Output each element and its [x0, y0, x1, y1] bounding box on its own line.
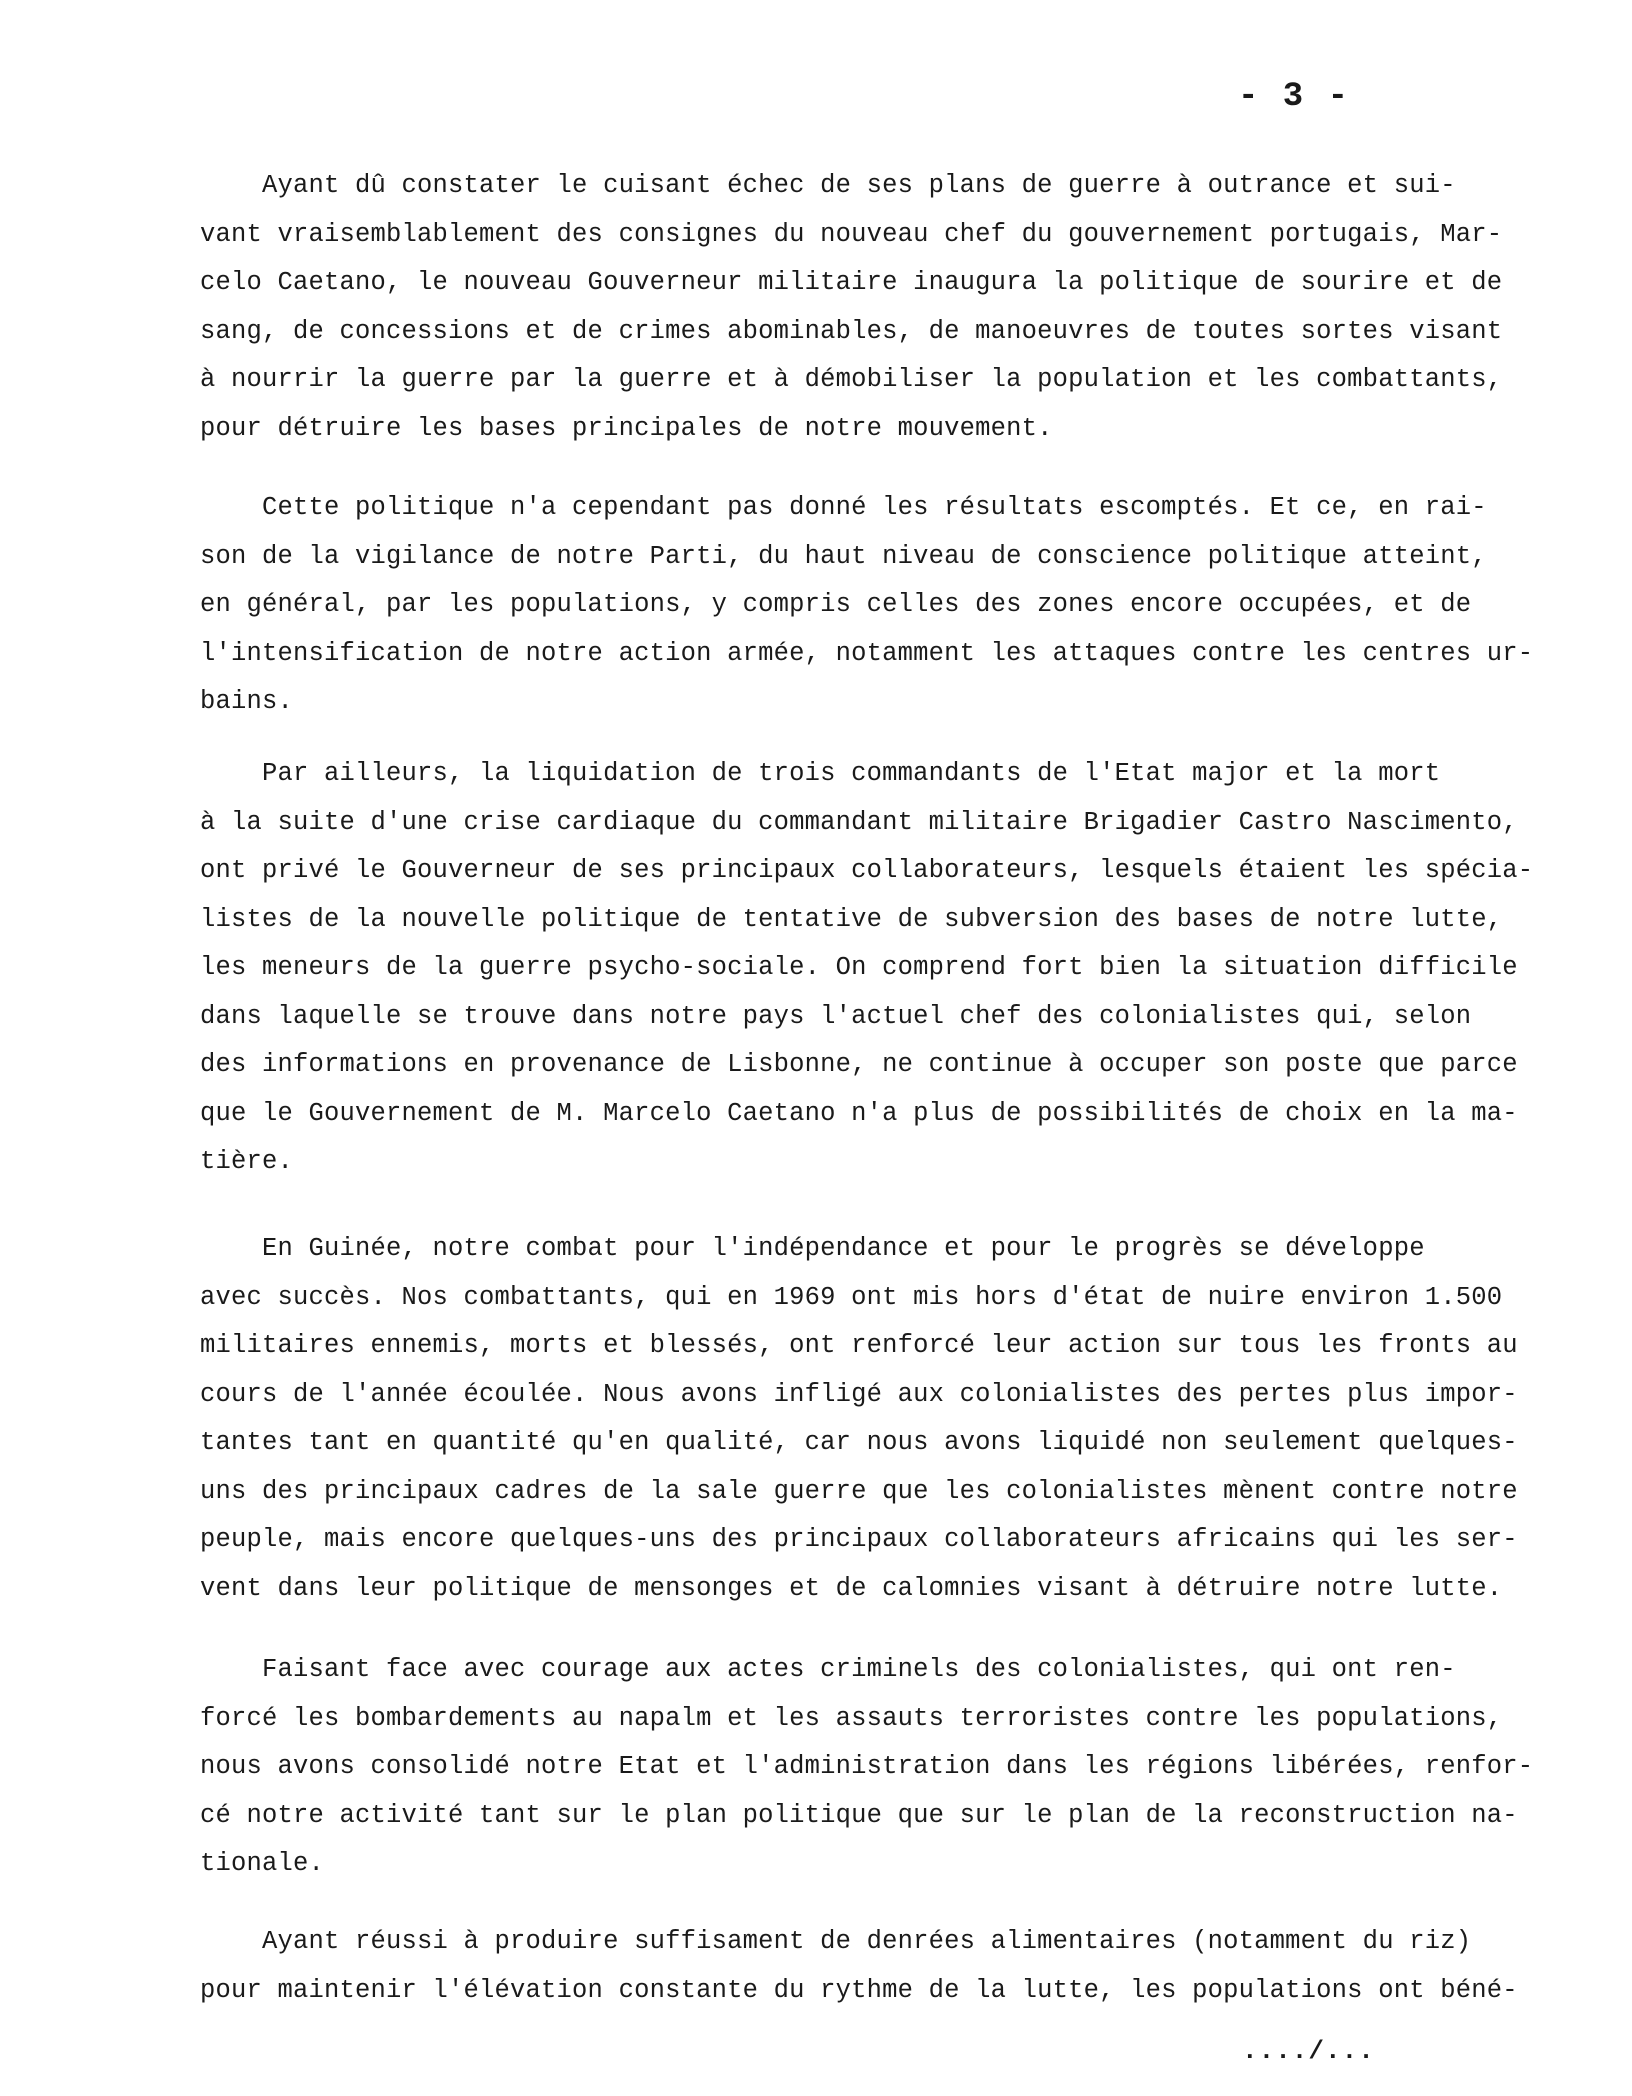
text-line: En Guinée, notre combat pour l'indépendance et pour le progrès se développe	[200, 1234, 1425, 1263]
text-line: dans laquelle se trouve dans notre pays l'actuel chef des colonialistes qui, selon	[200, 1001, 1472, 1031]
text-line: avec succès. Nos combattants, qui en 1969 ont mis hors d'état de nuire environ 1.500	[200, 1282, 1503, 1312]
text-line: militaires ennemis, morts et blessés, ont renforcé leur action sur tous les fronts au	[200, 1331, 1518, 1360]
page-number: - 3 -	[1238, 78, 1351, 116]
text-line: en général, par les populations, y compris celles des zones encore occupées, et de	[200, 590, 1472, 619]
text-line: vant vraisemblablement des consignes du nouveau chef du gouvernement portugais, Mar-	[200, 219, 1503, 249]
text-line: cé notre activité tant sur le plan politique que sur le plan de la reconstruction na-	[200, 1800, 1518, 1830]
text-line: ont privé le Gouverneur de ses principaux collaborateurs, lesquels étaient les spécia-	[200, 856, 1534, 885]
text-line: nous avons consolidé notre Etat et l'administration dans les régions libérées, renfor-	[200, 1752, 1534, 1781]
text-line: forcé les bombardements au napalm et les assauts terroristes contre les populations,	[200, 1703, 1503, 1733]
text-line: pour détruire les bases principales de notre mouvement.	[200, 413, 1053, 443]
text-line: que le Gouvernement de M. Marcelo Caetano n'a plus de possibilités de choix en la ma-	[200, 1098, 1518, 1128]
text-line: l'intensification de notre action armée, notamment les attaques contre les centres ur-	[200, 638, 1534, 668]
text-line: uns des principaux cadres de la sale guerre que les colonialistes mènent contre notre	[200, 1476, 1518, 1506]
paragraph-2	[200, 484, 1540, 727]
text-line: vent dans leur politique de mensonges et de calomnies visant à détruire notre lutte.	[200, 1573, 1503, 1603]
paragraph-4	[200, 1225, 1540, 1613]
paragraph-3	[200, 750, 1540, 1187]
text-line: à nourrir la guerre par la guerre et à démobiliser la population et les combattants,	[200, 365, 1503, 394]
text-line: Ayant dû constater le cuisant échec de ses plans de guerre à outrance et sui-	[200, 171, 1456, 200]
text-line: sang, de concessions et de crimes abominables, de manoeuvres de toutes sortes visant	[200, 316, 1503, 346]
text-line: son de la vigilance de notre Parti, du haut niveau de conscience politique atteint,	[200, 541, 1487, 571]
text-line: tantes tant en quantité qu'en qualité, car nous avons liquidé non seulement quelques-	[200, 1428, 1518, 1457]
text-line: des informations en provenance de Lisbonne, ne continue à occuper son poste que parce	[200, 1050, 1518, 1079]
text-line: Ayant réussi à produire suffisament de denrées alimentaires (notamment du riz)	[200, 1927, 1472, 1956]
text-line: cours de l'année écoulée. Nous avons infligé aux colonialistes des pertes plus impor-	[200, 1379, 1518, 1409]
text-line: pour maintenir l'élévation constante du rythme de la lutte, les populations ont béné-	[200, 1975, 1518, 2005]
text-line: bains.	[200, 687, 294, 716]
text-line: Faisant face avec courage aux actes criminels des colonialistes, qui ont ren-	[200, 1655, 1456, 1684]
text-line: Cette politique n'a cependant pas donné les résultats escomptés. Et ce, en rai-	[200, 493, 1487, 522]
text-line: tionale.	[200, 1849, 325, 1878]
continuation-mark: ..../...	[1242, 2036, 1375, 2066]
paragraph-1	[200, 162, 1540, 453]
text-line: les meneurs de la guerre psycho-sociale. On comprend fort bien la situation difficile	[200, 953, 1518, 982]
text-line: Par ailleurs, la liquidation de trois commandants de l'Etat major et la mort	[200, 759, 1441, 788]
text-line: peuple, mais encore quelques-uns des principaux collaborateurs africains qui les ser-	[200, 1525, 1518, 1554]
paragraph-6	[200, 1918, 1540, 2015]
paragraph-5	[200, 1646, 1540, 1889]
text-line: listes de la nouvelle politique de tentative de subversion des bases de notre lutte,	[200, 904, 1503, 934]
text-line: à la suite d'une crise cardiaque du commandant militaire Brigadier Castro Nascimento,	[200, 807, 1518, 837]
text-line: celo Caetano, le nouveau Gouverneur militaire inaugura la politique de sourire et de	[200, 268, 1503, 297]
text-line: tière.	[200, 1147, 294, 1176]
